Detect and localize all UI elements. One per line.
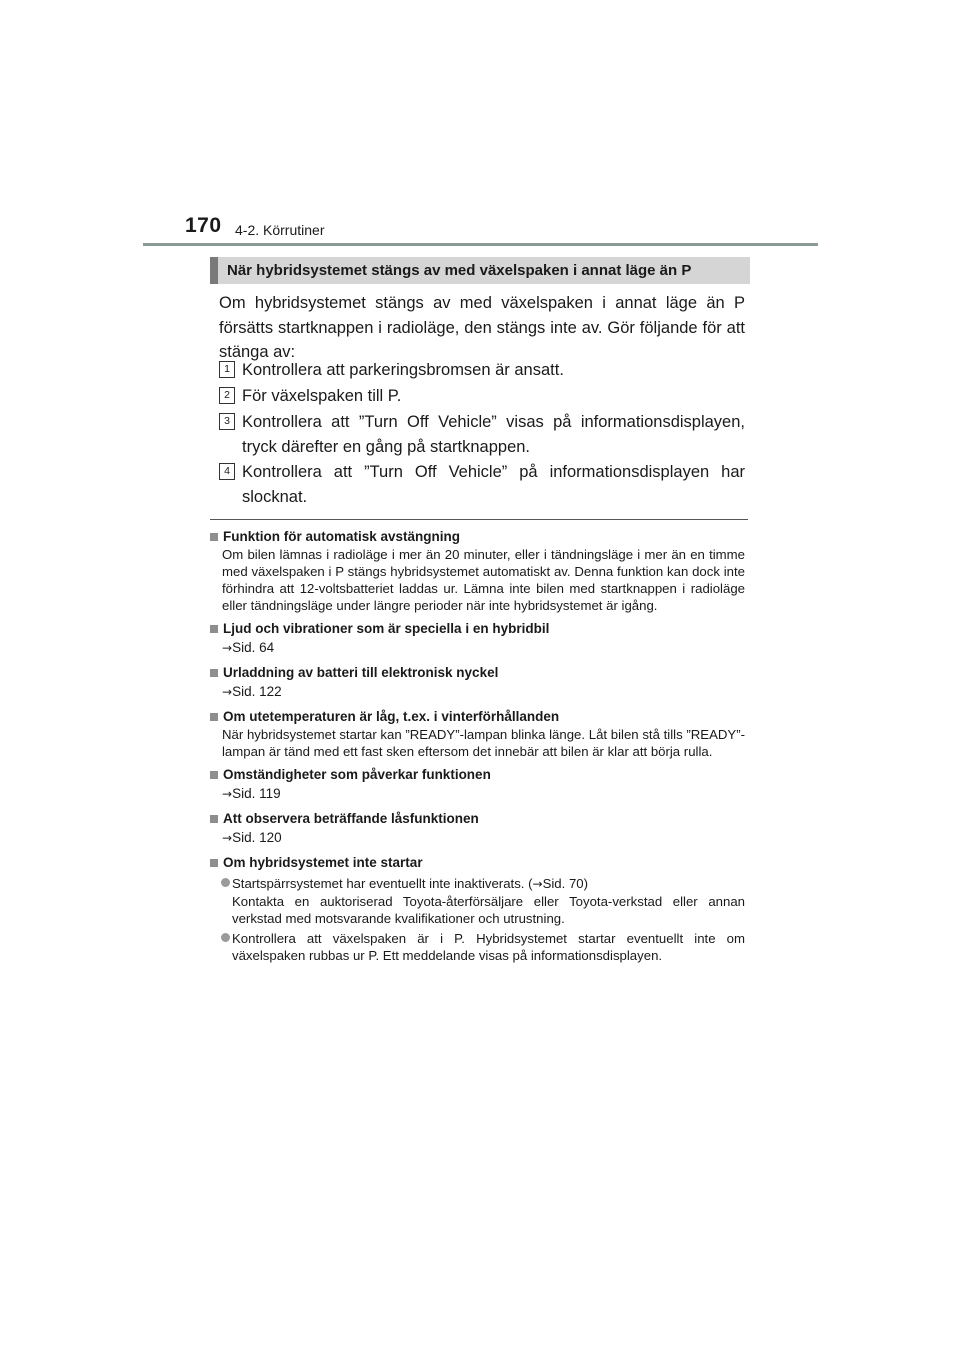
note-lock-function <box>210 810 745 848</box>
note-no-start <box>210 854 745 964</box>
arrow-icon: → <box>222 685 233 699</box>
page-reference <box>210 682 745 702</box>
note-title: Att observera beträffande låsfunktionen <box>223 811 479 826</box>
note-sounds <box>210 620 745 658</box>
page-header <box>185 214 825 244</box>
note-title: Ljud och vibrationer som är speciella i en hybridbil <box>223 621 550 636</box>
bullet-text: Kontrollera att växelspaken är i P. Hybridsystemet startar eventuellt inte om växelspaken rubbas ur P. Ett meddelande visas på informationsdisplayen. <box>232 931 745 963</box>
square-bullet-icon <box>210 859 218 867</box>
note-title: Om utetemperaturen är låg, t.ex. i vinterförhållanden <box>223 709 560 724</box>
list-item <box>210 930 745 964</box>
arrow-icon: → <box>222 831 233 845</box>
note-body: Om bilen lämnas i radioläge i mer än 20 minuter, eller i tändningsläge i mer än en timme med växelspaken i P stängs hybridsystemet automatiskt av. Denna funktion kan dock inte förhindra att 12-voltsbatteriet laddas ur. Lämna inte bilen med startknappen i radioläge eller tändningsläge under längre perioder när inte hybridsystemet är igång. <box>222 547 745 613</box>
reference-text: Sid. 120 <box>232 830 282 845</box>
section-intro: Om hybridsystemet stängs av med växelspaken i annat läge än P försätts startknappen i radioläge, den stängs inte av. Gör följande för att stänga av: <box>219 294 745 361</box>
step-number: 3 <box>219 413 235 430</box>
reference-text: Sid. 70) <box>542 876 589 891</box>
reference-text: Sid. 122 <box>232 684 282 699</box>
arrow-icon: → <box>222 787 233 801</box>
chapter-title: 4-2. Körrutiner <box>235 222 325 238</box>
section-divider <box>210 519 748 520</box>
note-low-temperature <box>210 708 745 760</box>
step-number: 1 <box>219 361 235 378</box>
square-bullet-icon <box>210 713 218 721</box>
header-divider <box>143 243 818 246</box>
square-bullet-icon <box>210 669 218 677</box>
note-title: Urladdning av batteri till elektronisk nyckel <box>223 665 499 680</box>
circle-bullet-icon <box>221 878 230 887</box>
step-number: 2 <box>219 387 235 404</box>
bullet-text: Startspärrsystemet har eventuellt inte inaktiverats. ( <box>232 876 533 891</box>
arrow-icon: → <box>222 641 233 655</box>
reference-text: Sid. 64 <box>232 640 275 655</box>
step-text: Kontrollera att ”Turn Off Vehicle” visas på informationsdisplayen, tryck därefter en gång på startknappen. <box>242 413 745 456</box>
square-bullet-icon <box>210 533 218 541</box>
note-key-battery <box>210 664 745 702</box>
note-title: Funktion för automatisk avstängning <box>223 529 461 544</box>
arrow-icon: → <box>532 877 543 891</box>
step-text: Kontrollera att parkeringsbromsen är ansatt. <box>242 361 564 379</box>
square-bullet-icon <box>210 815 218 823</box>
square-bullet-icon <box>210 771 218 779</box>
page-number: 170 <box>185 214 222 237</box>
note-circumstances <box>210 766 745 804</box>
notes-list <box>210 528 745 970</box>
step-text: För växelspaken till P. <box>242 387 402 405</box>
page-reference <box>210 784 745 804</box>
list-item <box>210 875 745 927</box>
step-number: 4 <box>219 463 235 480</box>
section-heading: När hybridsystemet stängs av med växelspaken i annat läge än P <box>210 257 750 284</box>
note-title: Om hybridsystemet inte startar <box>223 855 423 870</box>
note-body: När hybridsystemet startar kan ”READY”-lampan blinka länge. Låt bilen stå tills ”READY”-lampan är tänd med ett fast sken eftersom det innebär att bilen är klar att börja rulla. <box>222 727 745 759</box>
reference-text: Sid. 119 <box>232 786 281 801</box>
step-text: Kontrollera att ”Turn Off Vehicle” på informationsdisplayen har slocknat. <box>242 463 745 506</box>
square-bullet-icon <box>210 625 218 633</box>
note-auto-shutoff <box>210 528 745 614</box>
page-reference <box>210 828 745 848</box>
bullet-text: Kontakta en auktoriserad Toyota-återförsäljare eller Toyota-verkstad eller annan verkstad med motsvarande kvalifikationer och utrustning. <box>232 894 745 926</box>
page-reference <box>210 638 745 658</box>
circle-bullet-icon <box>221 933 230 942</box>
note-title: Omständigheter som påverkar funktionen <box>223 767 491 782</box>
